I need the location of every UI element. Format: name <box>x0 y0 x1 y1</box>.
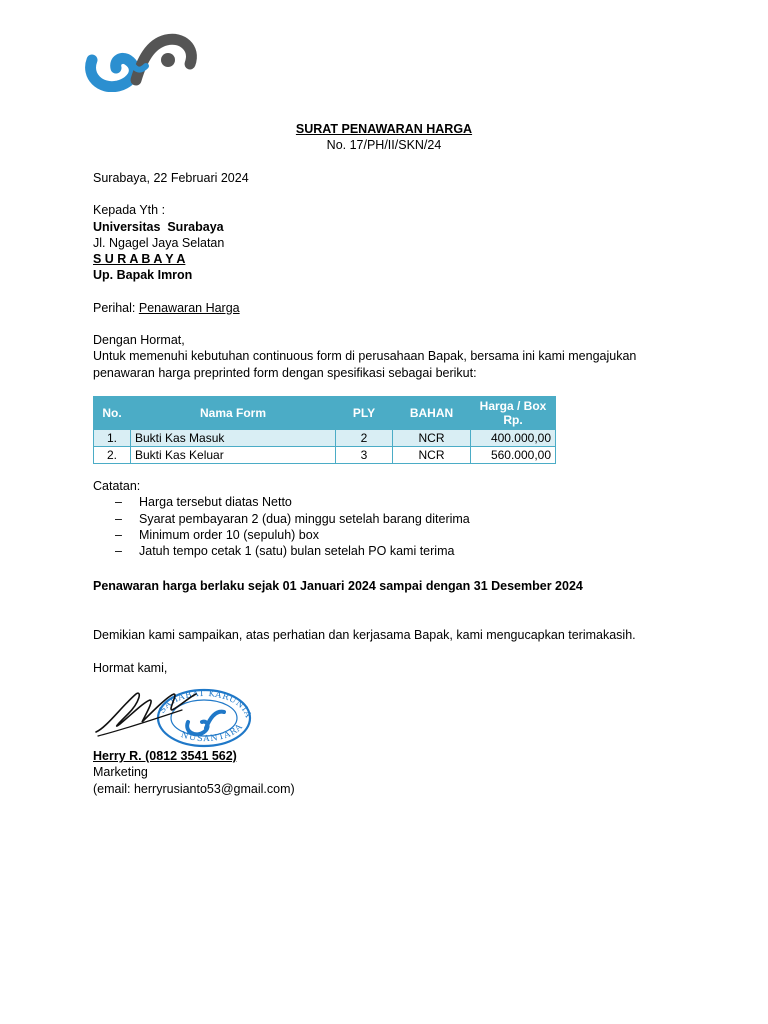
signer-name: Herry R. (0812 3541 562) <box>93 749 237 763</box>
row-material: NCR <box>393 447 471 464</box>
price-table <box>93 396 556 464</box>
row-name: Bukti Kas Masuk <box>131 430 336 447</box>
row-no: 2. <box>94 447 131 464</box>
table-row <box>94 447 556 464</box>
row-price: 400.000,00 <box>471 430 556 447</box>
header-no: No. <box>94 397 131 430</box>
header-name: Nama Form <box>131 397 336 430</box>
recipient-street: Jl. Ngagel Jaya Selatan <box>93 235 225 250</box>
signature-stamp <box>92 680 260 750</box>
validity-statement: Penawaran harga berlaku sejak 01 Januari 2024 sampai dengan 31 Desember 2024 <box>93 579 583 593</box>
table-header-row <box>94 397 556 430</box>
letter-body <box>93 170 693 381</box>
letter-title: SURAT PENAWARAN HARGA <box>295 122 473 136</box>
header-material: BAHAN <box>393 397 471 430</box>
list-item: – Minimum order 10 (sepuluh) box <box>93 527 713 543</box>
header-price-line1: Harga / Box <box>479 399 547 413</box>
recipient-name: Universitas Surabaya <box>93 219 224 234</box>
recipient-greeting: Kepada Yth : <box>93 203 166 218</box>
notes-section <box>93 478 713 559</box>
row-ply: 2 <box>336 430 393 447</box>
place-date: Surabaya, 22 Februari 2024 <box>93 171 249 185</box>
row-no: 1. <box>94 430 131 447</box>
letter-heading <box>0 121 768 153</box>
signer-email: (email: herryrusianto53@gmail.com) <box>93 781 295 796</box>
subject-label: Perihal: <box>93 300 139 315</box>
signer-role: Marketing <box>93 765 148 780</box>
signer-block <box>93 748 295 797</box>
subject-text: Penawaran Harga <box>138 300 240 315</box>
notes-list <box>93 494 713 559</box>
intro-paragraph: Untuk memenuhi kebutuhan continuous form di perusahaan Bapak, bersama ini kami mengajukan penawaran harga preprinted form dengan spesifikasi sebagai berikut: <box>93 349 637 380</box>
stamp-text-top: SAHABAT KARUNIA <box>157 688 253 720</box>
header-price <box>471 397 556 430</box>
closing-paragraph: Demikian kami sampaikan, atas perhatian dan kerjasama Bapak, kami mengucapkan terimakasih. <box>93 628 636 642</box>
header-ply: PLY <box>336 397 393 430</box>
list-item: – Syarat pembayaran 2 (dua) minggu setelah barang diterima <box>93 511 713 527</box>
subject-line <box>93 300 693 316</box>
regards: Hormat kami, <box>93 661 168 675</box>
table-row <box>94 430 556 447</box>
salutation: Dengan Hormat, <box>93 333 185 348</box>
row-name: Bukti Kas Keluar <box>131 447 336 464</box>
company-logo <box>84 30 198 92</box>
list-item: – Jatuh tempo cetak 1 (satu) bulan setelah PO kami terima <box>93 543 713 559</box>
row-ply: 3 <box>336 447 393 464</box>
recipient-attention: Up. Bapak Imron <box>93 268 193 283</box>
list-item: – Harga tersebut diatas Netto <box>93 494 713 510</box>
letter-number: No. 17/PH/II/SKN/24 <box>326 138 442 152</box>
header-price-line2: Rp. <box>503 413 523 427</box>
stamp-text-bottom: NUSANTARA <box>179 721 246 745</box>
notes-label: Catatan: <box>93 479 141 493</box>
row-material: NCR <box>393 430 471 447</box>
row-price: 560.000,00 <box>471 447 556 464</box>
recipient-city: S U R A B A Y A <box>93 252 186 267</box>
